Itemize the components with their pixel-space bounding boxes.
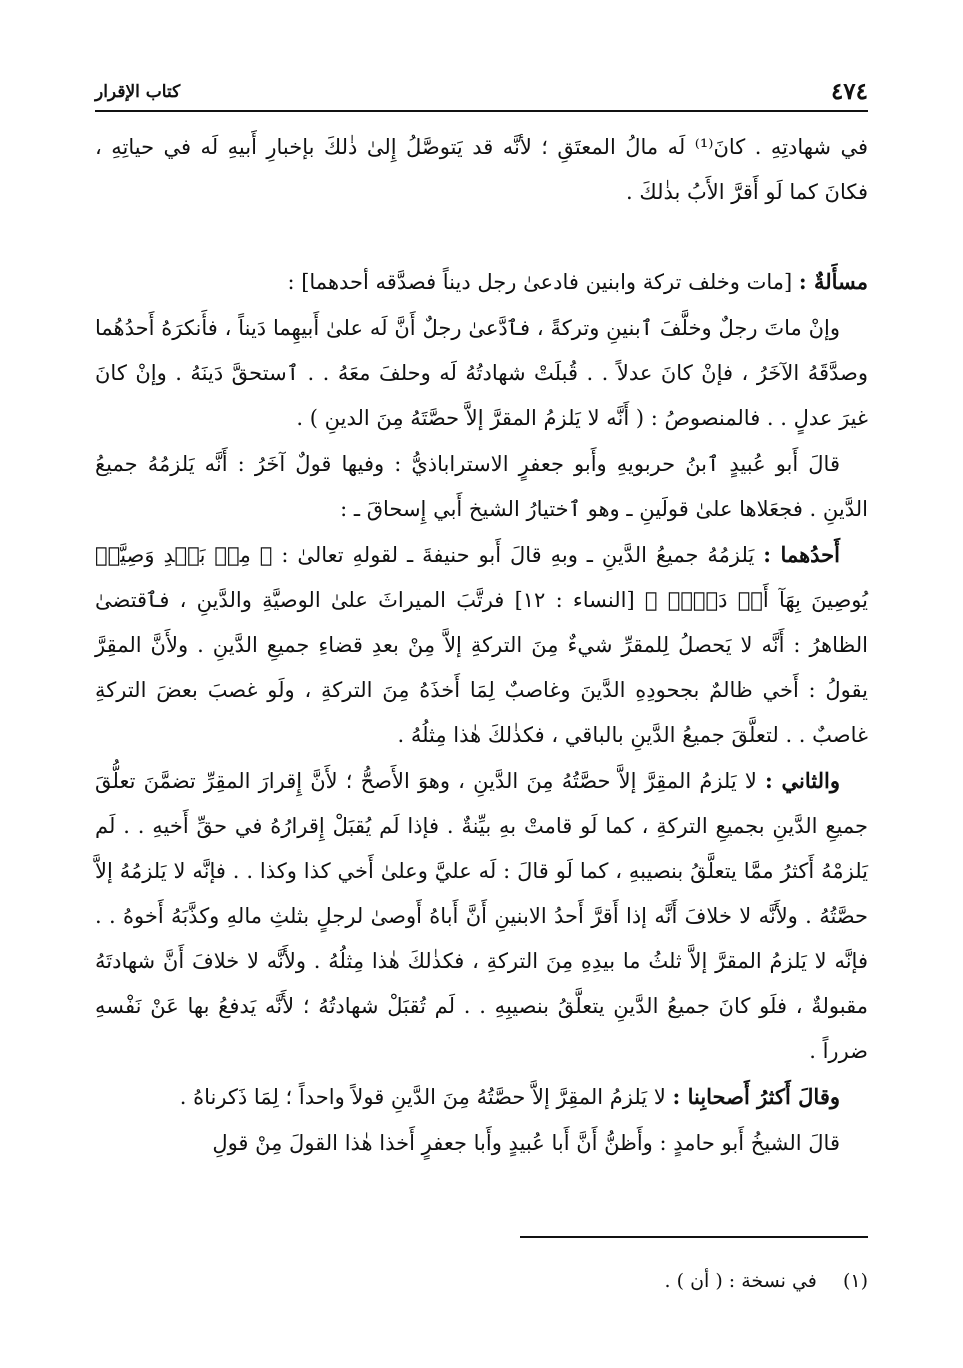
paragraph: في شهادتِهِ . كانَ⁽¹⁾ لَه مالُ المعتَقِ ؛ لأنَّه قد يَتوصَّلُ إِلىٰ ذٰلكَ بإخبارِ أَبيهِ لَه في حياتِهِ ، فكانَ كما لَو أَقرَّ الأَبُ بذٰلكَ .: [95, 135, 868, 204]
page-number: ٤٧٤: [830, 78, 868, 105]
paragraph: أَحدُهما : يَلزمُهُ جميعُ الدَّينِ ـ وبهِ قالَ أَبو حنيفةَ ـ لقولهِ تعالىٰ : ﴿ مِنۢ بَعۡدِ وَصِيَّةٖ يُوصِينَ بِهَآ أَوۡ دَيۡنٖ ﴾ [النساء : ١٢] فرتَّبَ الميراثَ علىٰ الوصيَّةِ والدَّينِ ، فٱقتضىٰ الظاهرُ : أَنَّه لا يَحصلُ لِلمقرِّ شيءٌ مِنَ التركةِ إلاَّ مِنْ بعدِ قضاءِ جميعِ الدَّينِ . ولأَنَّ المقِرَّ يقولُ : أَخي ظالمٌ بجحودِهِ الدَّينَ وغاصبٌ لِمَا أَخذَهُ مِنَ التركةِ ، ولَو غصبَ بعضَ التركةِ غاصبٌ . . لتعلَّقَ جميعُ الدَّينِ بالباقي ، فكذٰلكَ هٰذا مِثلُهُ .: [95, 542, 868, 747]
footnote: [95, 1270, 868, 1292]
footnote-divider: [520, 1236, 868, 1238]
running-title: كتاب الإقرار: [95, 82, 181, 102]
paragraph: وإنْ ماتَ رجلٌ وخلَّفَ ٱبنينِ وتركةً ، فٱدَّعىٰ رجلٌ أَنَّ لَه علىٰ أَبيهِما دَيناً ، فأَنكرَهُ أَحدُهُما وصدَّقَهُ الآخَرُ ، فإنْ كانَ عدلاً . . قُبلَتْ شهادتُهُ لَه وحلفَ معَهُ . . ٱستحقَّ دَينَهُ . وإنْ كانَ غيرَ عدلٍ . . فالمنصوصُ : ( أَنَّه لا يَلزمُ المقرَّ إلاَّ حصَّتَهُ مِنَ الدينِ ) .: [95, 316, 868, 430]
paragraph: وقالَ أَكثرُ أَصحابِنا : لا يَلزمُ المقِرَّ إلاَّ حصَّتُهُ مِنَ الدَّينِ قولاً واحداً ؛ لِمَا ذَكرناهُ .: [179, 1084, 840, 1109]
footnote-number: (١): [842, 1270, 868, 1292]
paragraph: والثاني : لا يَلزمُ المقِرَّ إلاَّ حصَّتُهُ مِنَ الدَّينِ ، وهوَ الأَصحُّ ؛ لأَنَّ إِقرارَ المقِرِّ تضمَّنَ تعلُّقَ جميعِ الدَّينِ بجميعِ التركةِ ، كما لَو قامتْ بهِ بيِّنةٌ . فإذا لَم يُقبَلْ إِقرارُهُ في حقِّ أَخيهِ . . لَم يَلزمْهُ أَكثرُ ممَّا يتعلَّقُ بنصيبهِ ، كما لَو قالَ : لَه عليَّ وعلىٰ أَخي كذا وكذا . . فإنَّه لا يَلزمُهُ إلاَّ حصَّتُهُ . ولأَنَّه لا خلافَ أَنَّه إذا أَقرَّ أَحدُ الابنينِ أَنَّ أَباهُ أَوصىٰ لرجلٍ بثلثِ مالهِ وكذَّبَهُ أَخوهُ . . فإنَّه لا يَلزمُ المقرَّ إلاَّ ثلثُ ما بيدِهِ مِنَ التركةِ ، فكذٰلكَ هٰذا مِثلُهُ . ولأَنَّه لا خلافَ أَنَّ شهادتَهُ مقبولةٌ ، فلَو كانَ جميعُ الدَّينِ يتعلَّقُ بنصيبِهِ . . لَم تُقبَلْ شهادتُهُ ؛ لأَنَّه يَدفعُ بها عَنْ نَفْسهِ ضرراً .: [95, 768, 868, 1063]
section-heading: مسأَلةٌ : [مات وخلف تركة وابنين فادعىٰ رجل ديناً فصدَّقه أحدهما] :: [287, 269, 868, 294]
paragraph: قالَ الشيخُ أَبو حامدٍ : وأَظنُّ أَنَّ أَبا عُبيدٍ وأَبا جعفرٍ أَخذا هٰذا القولَ مِنْ قولِ: [212, 1131, 840, 1155]
footnote-text: في نسخة : ( أن ) .: [664, 1270, 817, 1292]
page-header: [95, 76, 868, 112]
paragraph: قالَ أَبو عُبيدٍ ٱبنُ حربويهِ وأَبو جعفرٍ الاستراباذيُّ : وفيها قولٌ آخَرُ : أَنَّه يَلزمُهُ جميعُ الدَّينِ . فجعَلاها علىٰ قولَينِ ـ وهو ٱختيارُ الشيخ أَبي إِسحاقَ ـ :: [95, 452, 868, 521]
main-text: [95, 124, 868, 1166]
